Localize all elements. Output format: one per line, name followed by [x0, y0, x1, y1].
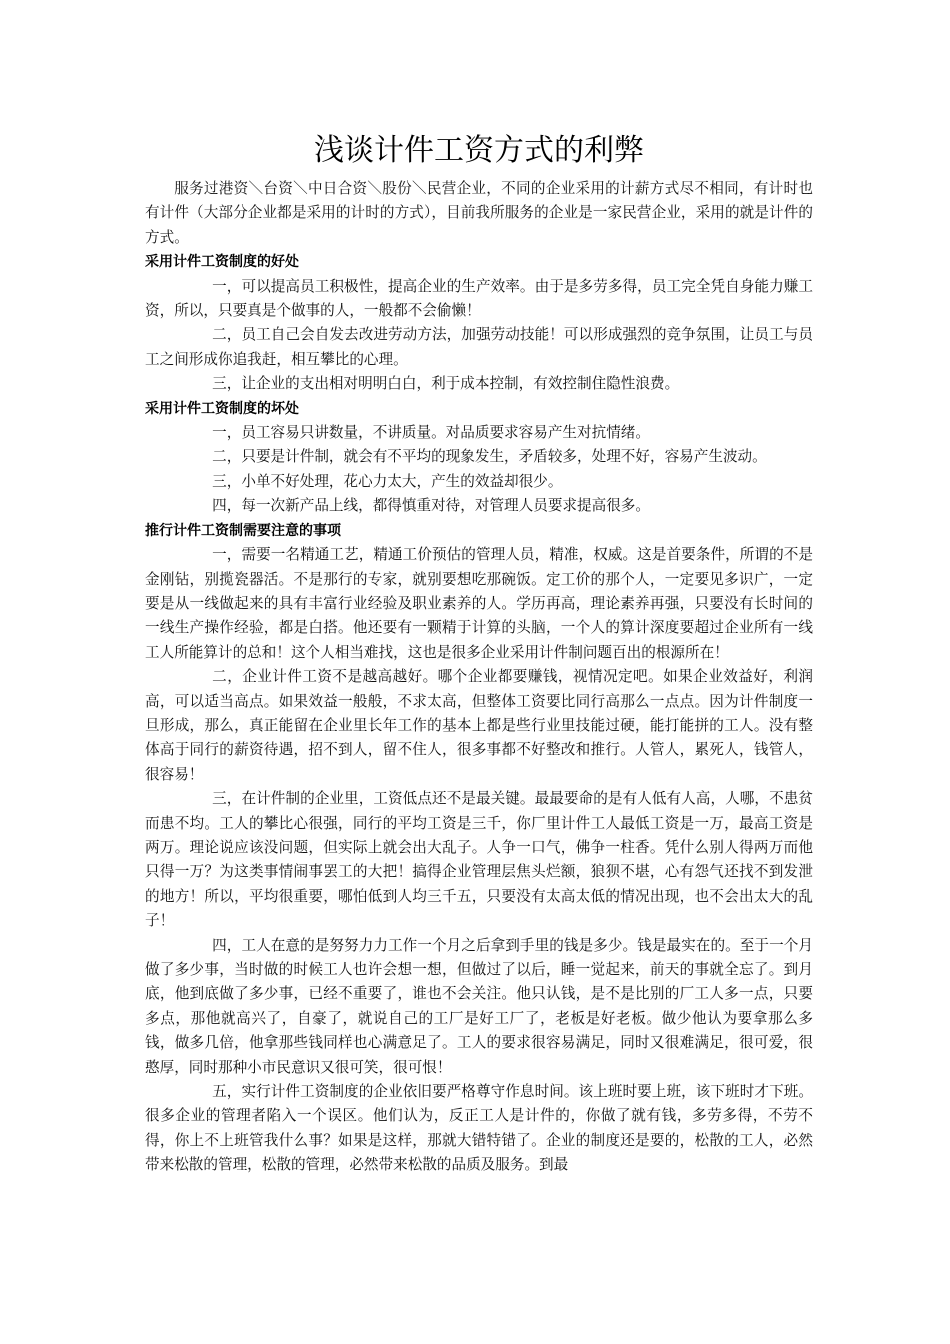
paragraph: 二，员工自己会自发去改进劳动方法，加强劳动技能！可以形成强烈的竞争氛围，让员工与员工之间形成你追我赶，相互攀比的心理。: [145, 326, 813, 368]
document-title: 浅谈计件工资方式的利弊: [314, 133, 644, 168]
paragraph: 一，员工容易只讲数量，不讲质量。对品质要求容易产生对抗情绪。: [212, 424, 650, 442]
paragraph: 一，可以提高员工积极性，提高企业的生产效率。由于是多劳多得，员工完全凭自身能力赚工资，所以，只要真是个做事的人，一般都不会偷懒！: [145, 277, 813, 320]
paragraph: 三，让企业的支出相对明明白白，利于成本控制，有效控制住隐性浪费。: [212, 375, 680, 393]
section-heading: 采用计件工资制度的好处: [145, 254, 299, 271]
section-notes: [145, 519, 813, 1178]
paragraph: 二，只要是计件制，就会有不平均的现象发生，矛盾较多，处理不好，容易产生波动。: [212, 448, 767, 466]
paragraph: 三，小单不好处理，花心力太大，产生的效益却很少。: [212, 472, 563, 490]
paragraph: 三，在计件制的企业里，工资低点还不是最关键。最最要命的是有人低有人高，人哪，不患贫而患不均。工人的攀比心很强，同行的平均工资是三千，你厂里计件工人最低工资是一万，最高工资是两万。理论说应该没问题，但实际上就会出大乱子。人争一口气，佛争一柱香。凭什么别人得两万而他只得一万？为这类事情闹事罢工的大把！搞得企业管理层焦头烂额，狼狈不堪，心有怨气还找不到发泄的地方！所以，平均很重要，哪怕低到人均三千五，只要没有太高太低的情况出现，也不会出太大的乱子！: [145, 790, 813, 930]
document-page: [145, 125, 813, 1178]
paragraph: 四，每一次新产品上线，都得慎重对待，对管理人员要求提高很多。: [212, 497, 650, 515]
paragraph: 一，需要一名精通工艺，精通工价预估的管理人员，精准，权威。这是首要条件，所谓的不是金刚钻，别揽瓷器活。不是那行的专家，就别要想吃那碗饭。定工价的那个人，一定要见多识广，一定要是从一线做起来的具有丰富行业经验及职业素养的人。学历再高，理论素养再强，只要没有长时间的一线生产操作经验，都是白搭。他还要有一颗精于计算的头脑，一个人的算计深度要超过企业所有一线工人所能算计的总和！这个人相当难找，这也是很多企业采用计件制问题百出的根源所在！: [145, 546, 813, 661]
paragraph: 五，实行计件工资制度的企业依旧要严格尊守作息时间。该上班时要上班，该下班时才下班。很多企业的管理者陷入一个误区。他们认为，反正工人是计件的，你做了就有钱，多劳多得，不劳不得，你上不上班管我什么事？如果是这样，那就大错特错了。企业的制度还是要的，松散的工人，必然带来松散的管理，松散的管理，必然带来松散的品质及服务。到最: [145, 1083, 813, 1174]
section-benefits: [145, 250, 813, 396]
section-drawbacks: [145, 397, 813, 519]
section-heading: 采用计件工资制度的坏处: [145, 400, 299, 417]
paragraph: 四，工人在意的是努努力力工作一个月之后拿到手里的钱是多少。钱是最实在的。至于一个月做了多少事，当时做的时候工人也许会想一想，但做过了以后，睡一觉起来，前天的事就全忘了。到月底，他到底做了多少事，已经不重要了，谁也不会关注。他只认钱，是不是比别的厂工人多一点，只要多点，那他就高兴了，自豪了，就说自己的工厂是好工厂了，老板是好老板。做少他认为要拿那么多钱，做多几倍，他拿那些钱同样也心满意足了。工人的要求很容易满足，同时又很难满足，很可爱，很憨厚，同时那种小市民意识又很可笑，很可恨！: [145, 936, 813, 1076]
intro-paragraph: 服务过港资＼台资＼中日合资＼股份＼民营企业，不同的企业采用的计薪方式尽不相同，有计时也有计件（大部分企业都是采用的计时的方式），目前我所服务的企业是一家民营企业，采用的就是计件的方式。: [145, 180, 813, 246]
section-heading: 推行计件工资制需要注意的事项: [145, 522, 341, 539]
paragraph: 二，企业计件工资不是越高越好。哪个企业都要赚钱，视情况定吧。如果企业效益好，利润高，可以适当高点。如果效益一般般，不求太高，但整体工资要比同行高那么一点点。因为计件制度一旦形成，那么，真正能留在企业里长年工作的基本上都是些行业里技能过硬，能打能拼的工人。没有整体高于同行的薪资待遇，招不到人，留不住人，很多事都不好整改和推行。人管人，累死人，钱管人，很容易！: [145, 668, 813, 783]
